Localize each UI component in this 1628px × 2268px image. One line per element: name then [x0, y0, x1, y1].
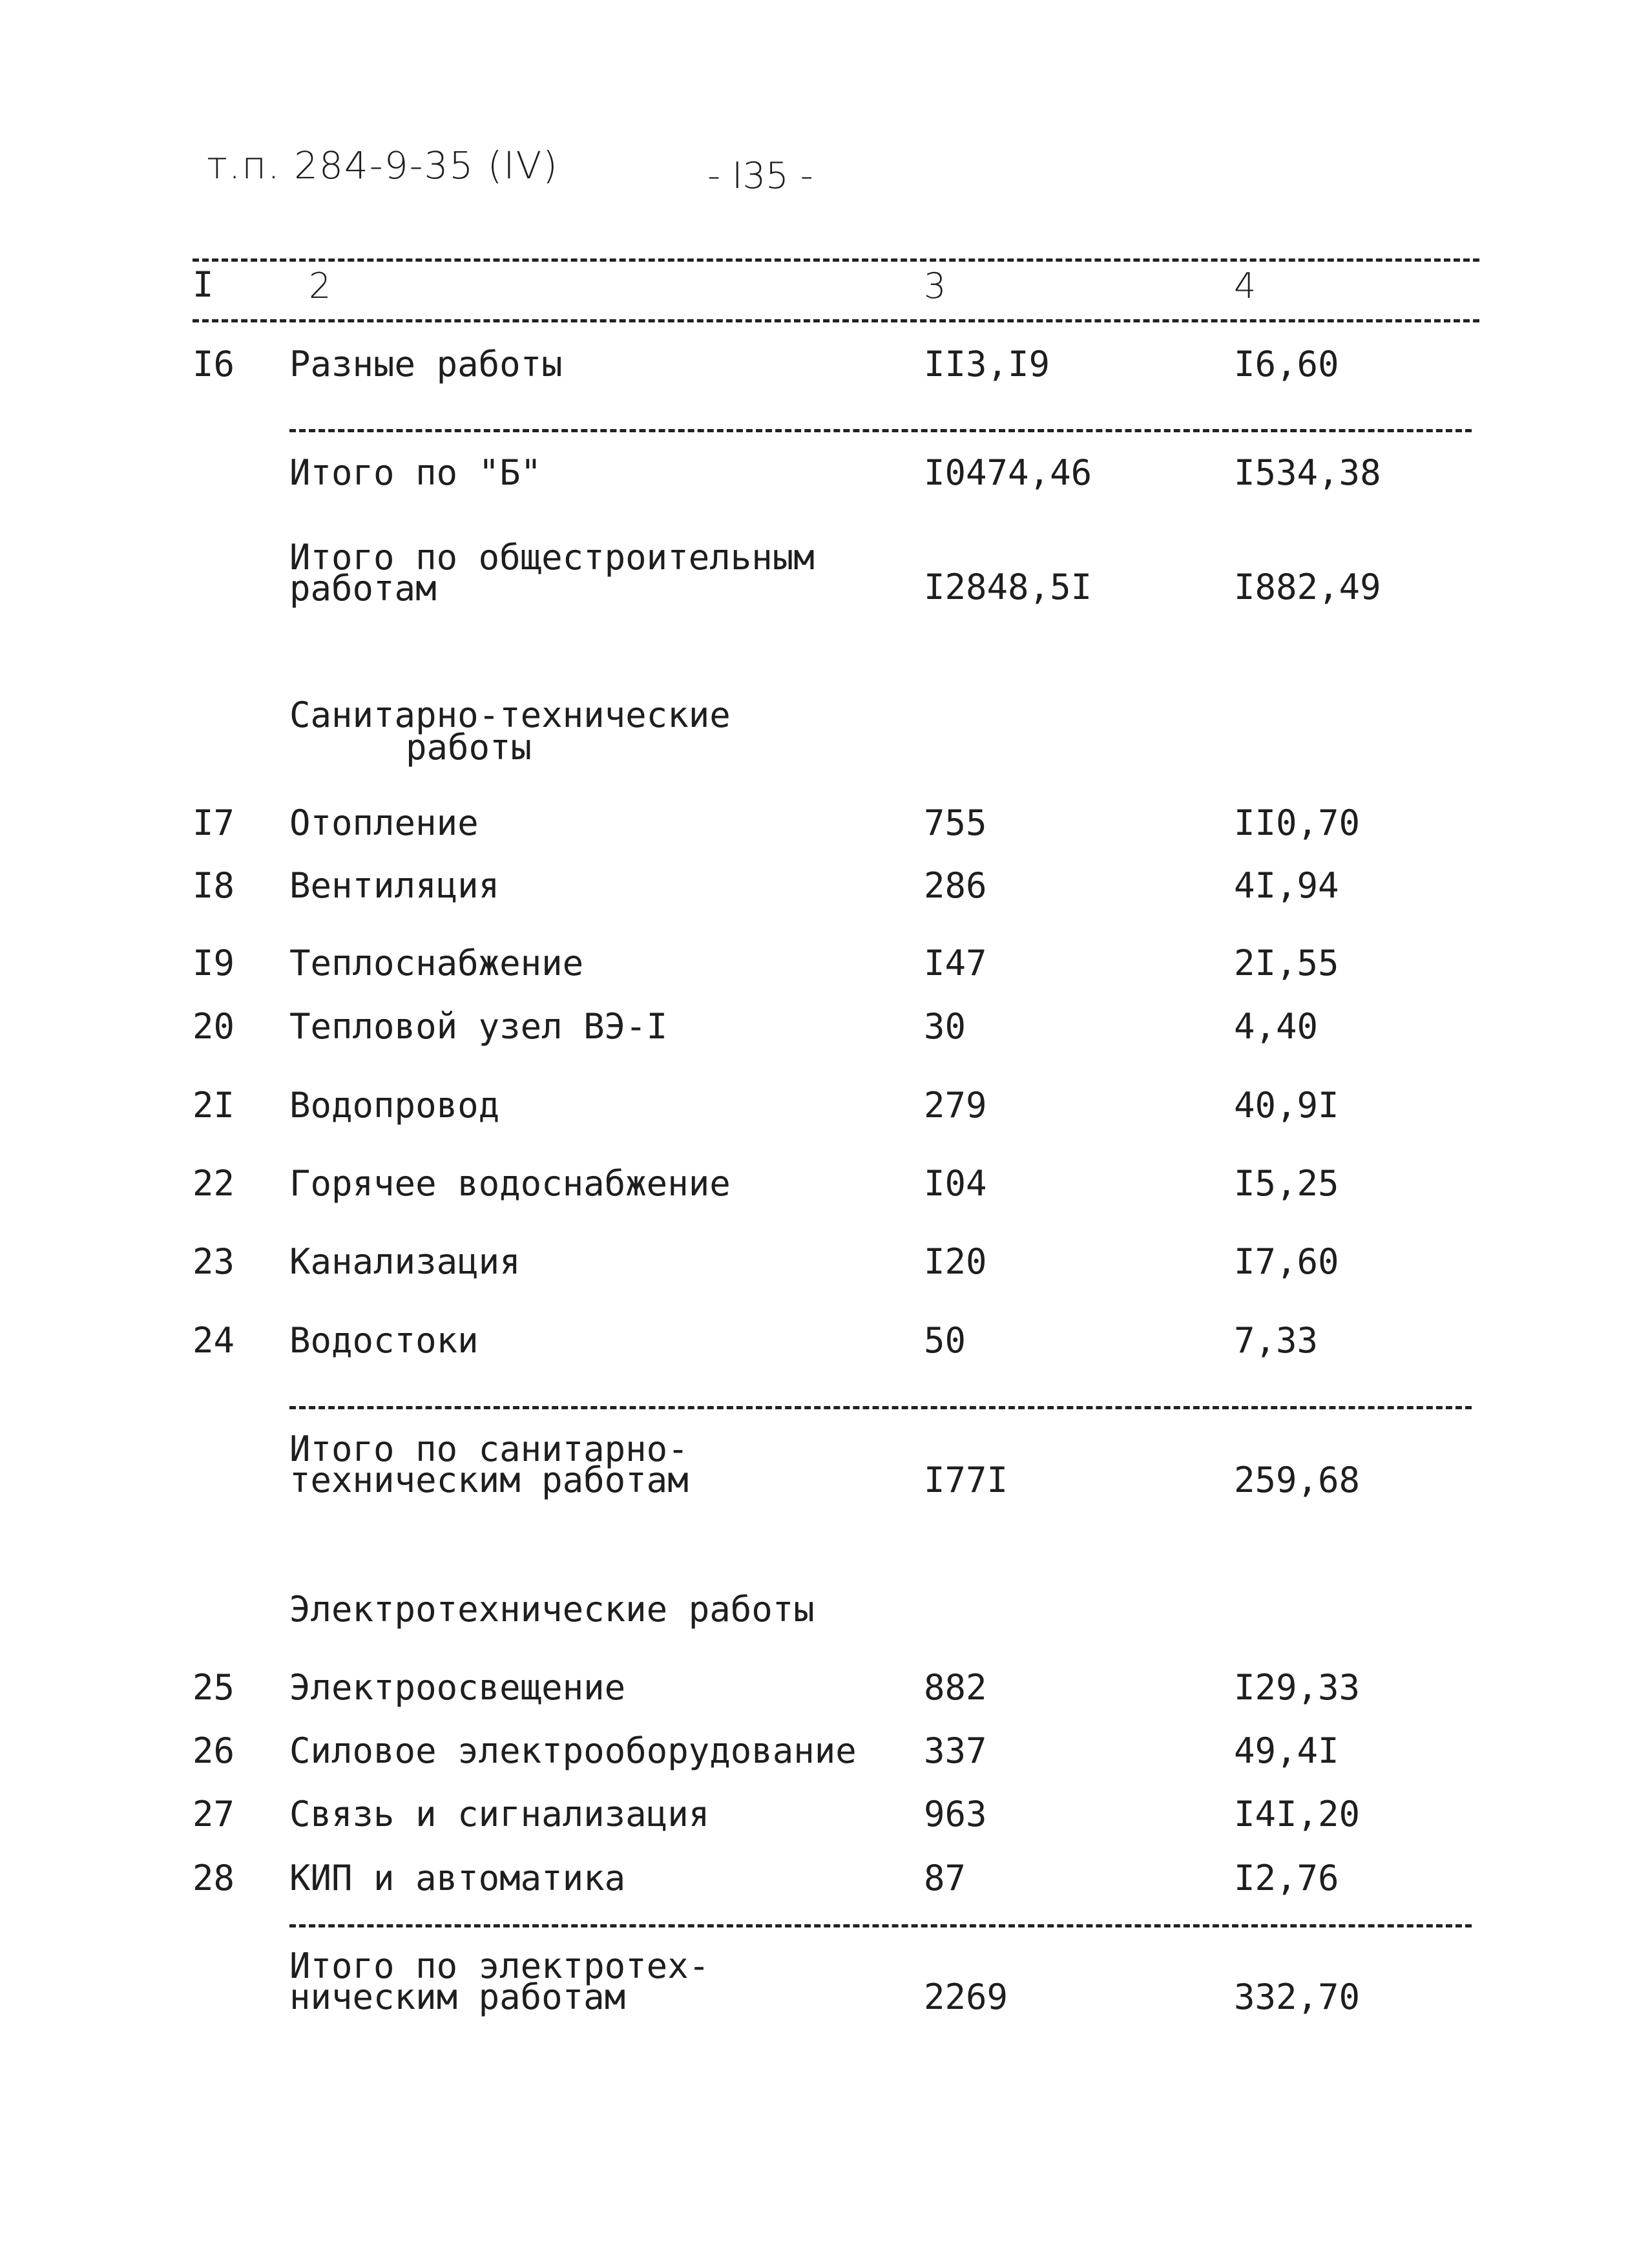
row-value-3: I47	[924, 943, 987, 983]
subtotal-divider-b	[289, 429, 1472, 432]
row-value-3: 30	[924, 1006, 966, 1047]
subtotal-b-value-4: I534,38	[1234, 452, 1381, 493]
row-name: Водостоки	[289, 1320, 479, 1361]
row-name: Теплоснабжение	[289, 943, 584, 983]
row-name: Связь и сигнализация	[289, 1794, 710, 1834]
subtotal-divider-sanitary	[289, 1406, 1472, 1409]
column-header-2: 2	[309, 266, 331, 306]
row-number: I9	[193, 943, 235, 983]
row-value-4: I2,76	[1234, 1858, 1339, 1898]
column-header-1: I	[193, 264, 214, 305]
row-number: 2I	[193, 1085, 235, 1126]
row-value-4: I5,25	[1234, 1163, 1339, 1204]
row-value-3: 279	[924, 1085, 987, 1126]
row-name: Канализация	[289, 1241, 521, 1282]
header-bottom-divider	[193, 319, 1479, 322]
total-sanitary-label-line2: техническим работам	[289, 1460, 689, 1500]
row-value-4: I7,60	[1234, 1241, 1339, 1282]
row-value-4: 4,40	[1234, 1006, 1319, 1047]
row-value-3: II3,I9	[924, 344, 1050, 384]
row-name: Силовое электрооборудование	[289, 1730, 857, 1771]
row-name: Водопровод	[289, 1085, 500, 1126]
row-number: 20	[193, 1006, 235, 1047]
row-number: I7	[193, 803, 235, 843]
row-value-4: I4I,20	[1234, 1794, 1361, 1834]
total-sanitary-value-4: 259,68	[1234, 1460, 1361, 1500]
row-value-4: II0,70	[1234, 803, 1361, 843]
section-electric-title: Электротехнические работы	[289, 1589, 815, 1630]
row-value-3: 87	[924, 1858, 966, 1898]
row-number: 27	[193, 1794, 235, 1834]
column-header-3: 3	[924, 266, 946, 306]
row-value-3: 882	[924, 1667, 987, 1708]
row-value-4: 2I,55	[1234, 943, 1339, 983]
total-electric-label-line2: ническим работам	[289, 1977, 626, 2017]
row-value-4: 40,9I	[1234, 1085, 1339, 1126]
total-electric-value-3: 2269	[924, 1977, 1008, 2017]
page-number: - I35 -	[707, 155, 813, 197]
row-name: КИП и автоматика	[289, 1858, 626, 1898]
total-electric-label-line1: Итого по электротех-	[289, 1946, 710, 1986]
row-number: 22	[193, 1163, 235, 1204]
row-value-3: 755	[924, 803, 987, 843]
row-value-3: I20	[924, 1241, 987, 1282]
row-name: Тепловой узел ВЭ-I	[289, 1006, 668, 1047]
section-sanitary-title-line2: работы	[406, 727, 532, 768]
row-number: 28	[193, 1858, 235, 1898]
row-number: 24	[193, 1320, 235, 1361]
subtotal-b-value-3: I0474,46	[924, 452, 1092, 493]
row-number: I6	[193, 344, 235, 384]
row-value-4: 49,4I	[1234, 1730, 1339, 1771]
row-number: 26	[193, 1730, 235, 1771]
row-name: Электроосвещение	[289, 1667, 626, 1708]
total-electric-value-4: 332,70	[1234, 1977, 1361, 2017]
row-name: Вентиляция	[289, 865, 500, 906]
row-number: 23	[193, 1241, 235, 1282]
header-top-divider	[193, 258, 1479, 262]
row-value-3: 337	[924, 1730, 987, 1771]
row-value-3: I04	[924, 1163, 987, 1204]
row-name: Горячее водоснабжение	[289, 1163, 731, 1204]
row-name: Отопление	[289, 803, 479, 843]
column-header-4: 4	[1234, 266, 1257, 306]
section-sanitary-title-line1: Санитарно-технические	[289, 695, 731, 735]
row-value-4: I29,33	[1234, 1667, 1361, 1708]
total-general-label-line2: работам	[289, 568, 437, 609]
subtotal-b-label: Итого по "Б"	[289, 452, 542, 493]
row-value-3: 50	[924, 1320, 966, 1361]
row-value-4: 7,33	[1234, 1320, 1319, 1361]
row-number: I8	[193, 865, 235, 906]
row-value-3: 963	[924, 1794, 987, 1834]
total-sanitary-value-3: I77I	[924, 1460, 1008, 1500]
row-value-4: I6,60	[1234, 344, 1339, 384]
row-value-4: 4I,94	[1234, 865, 1339, 906]
row-value-3: 286	[924, 865, 987, 906]
total-sanitary-label-line1: Итого по санитарно-	[289, 1429, 689, 1469]
total-general-value-4: I882,49	[1234, 567, 1381, 607]
doc-code: т.п. 284-9-35 (IV)	[207, 143, 559, 187]
subtotal-divider-electric	[289, 1924, 1472, 1927]
total-general-label-line1: Итого по общестроительным	[289, 537, 815, 578]
total-general-value-3: I2848,5I	[924, 567, 1092, 607]
row-number: 25	[193, 1667, 235, 1708]
row-name: Разные работы	[289, 344, 563, 384]
